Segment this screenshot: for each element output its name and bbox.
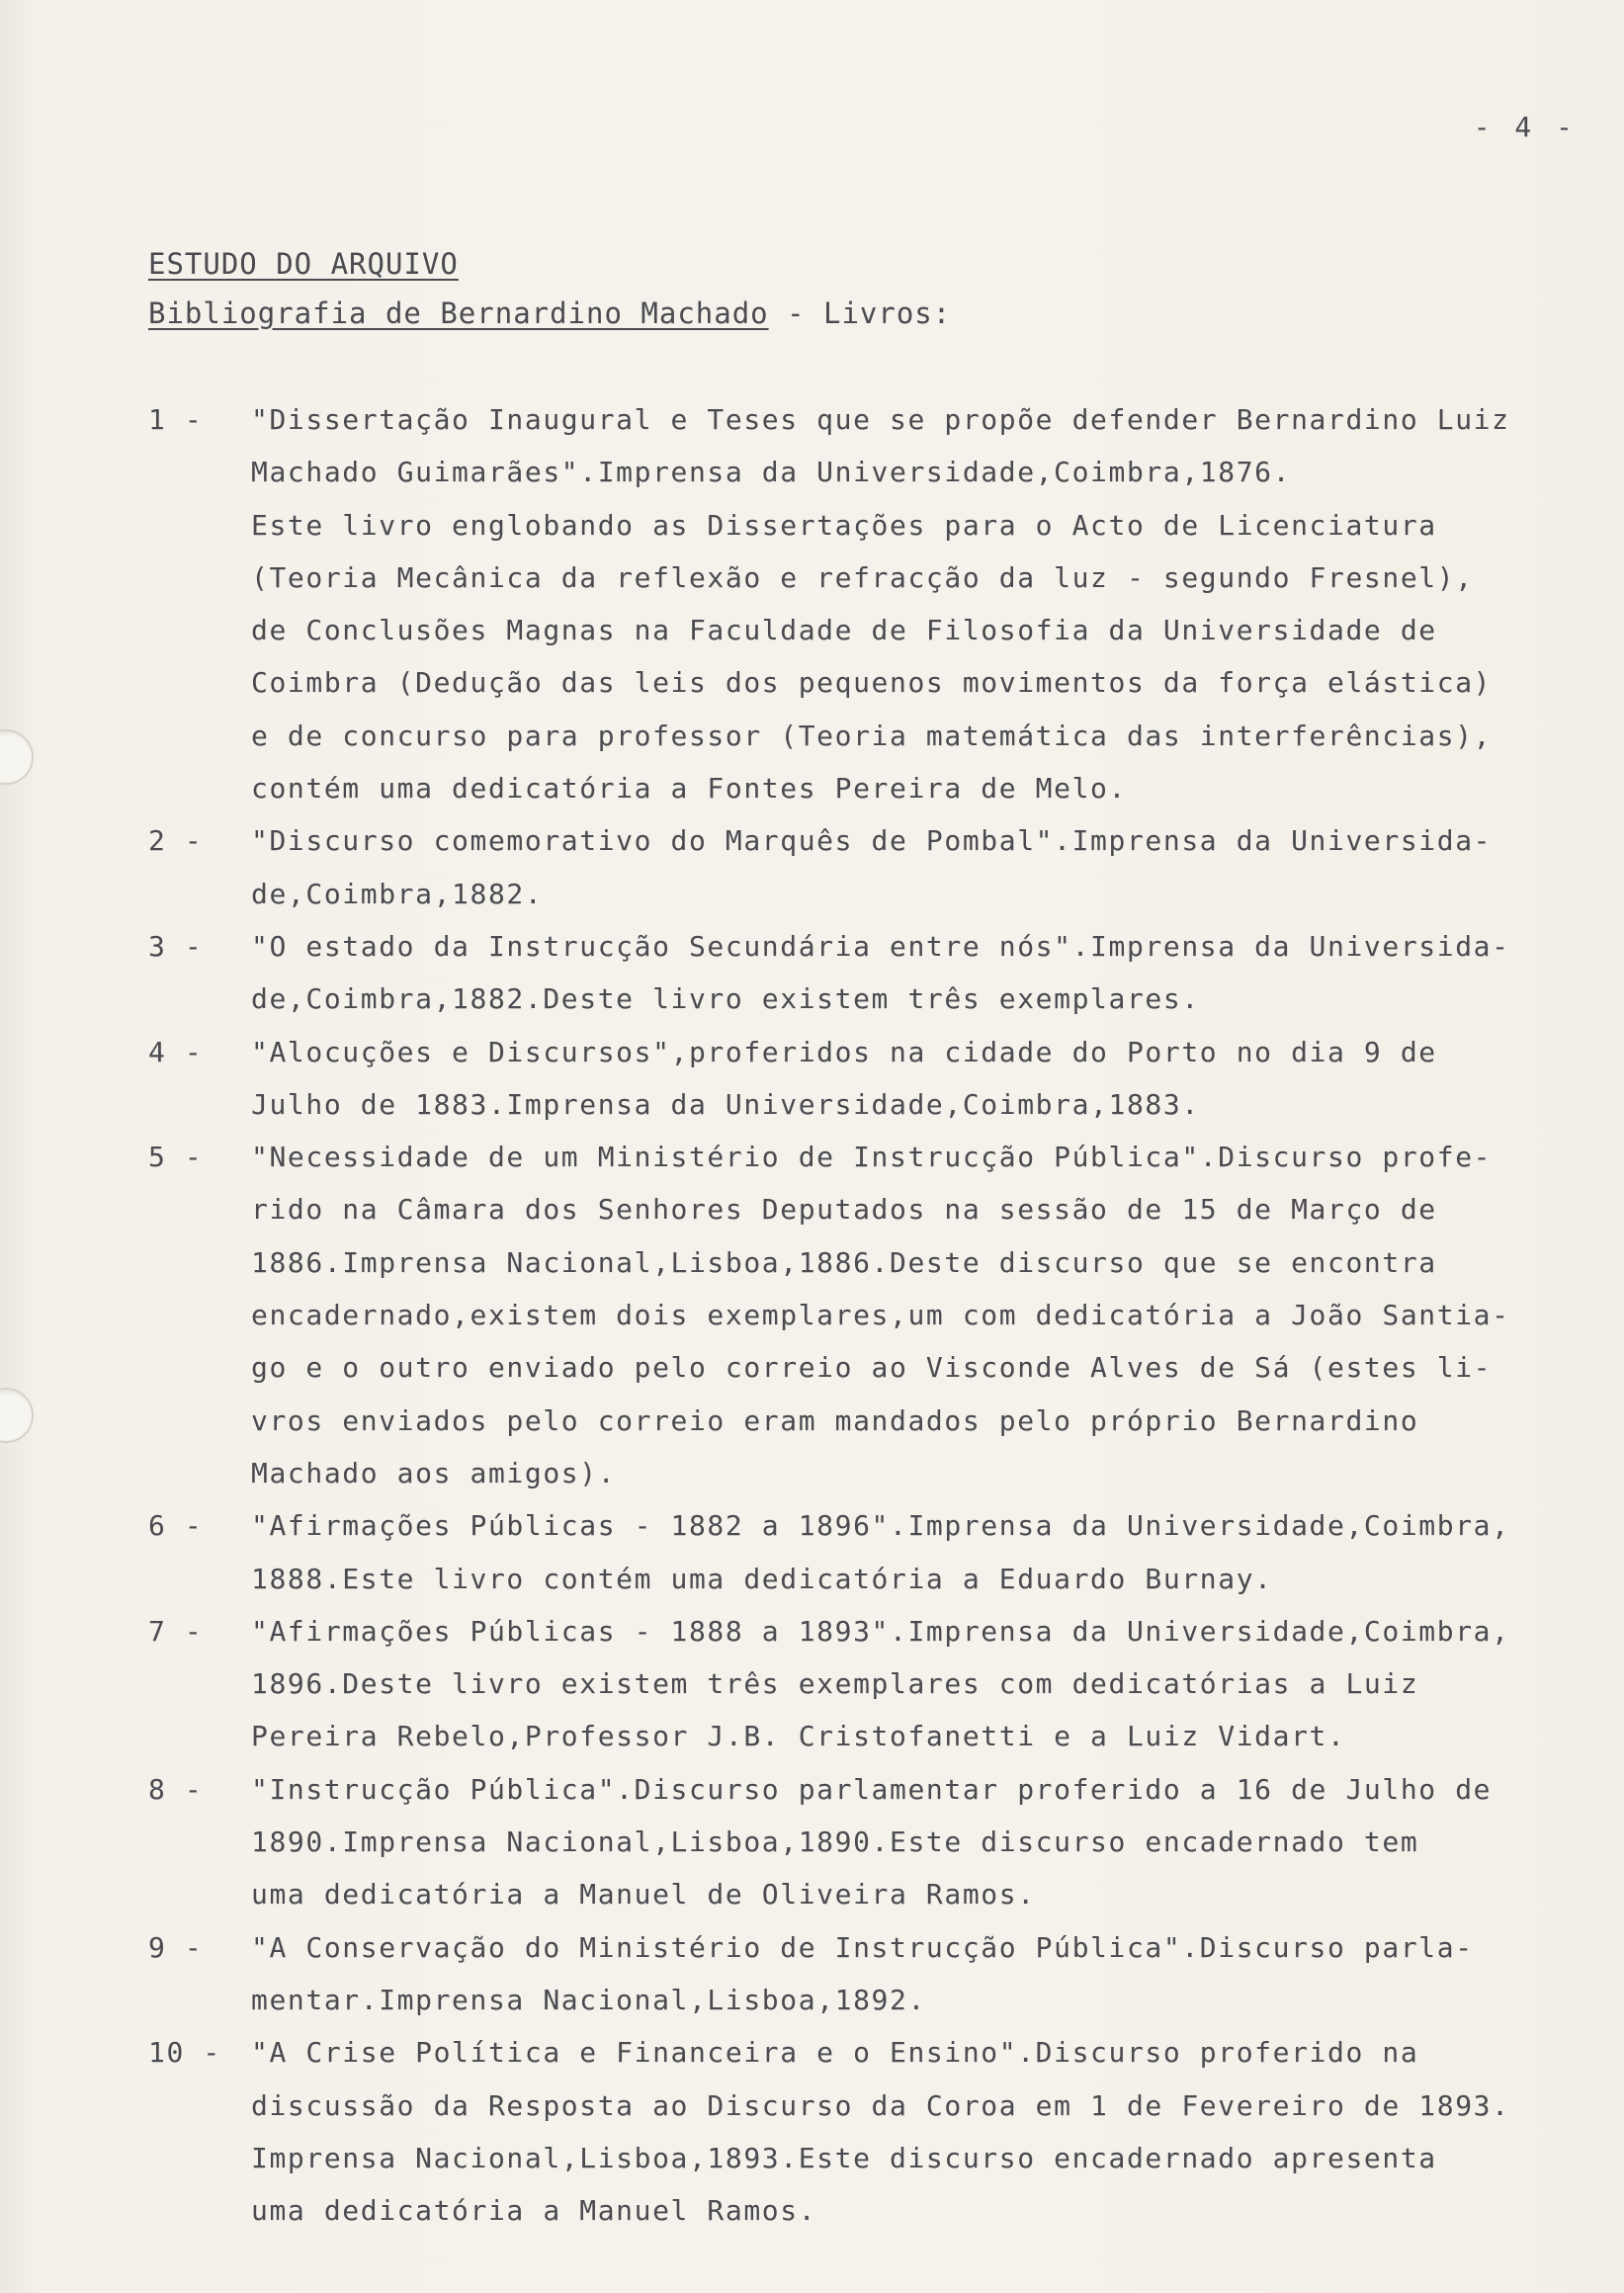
entry-line: vros enviados pelo correio eram mandados pelo próprio Bernardino [251, 1403, 1419, 1437]
bibliography-entry [148, 1131, 1601, 1499]
bibliography-entry [148, 1763, 1601, 1921]
entry-line: go e o outro enviado pelo correio ao Visconde Alves de Sá (estes li- [251, 1351, 1493, 1385]
entry-line: 1890.Imprensa Nacional,Lisboa,1890.Este discurso encadernado tem [251, 1826, 1419, 1859]
entry-number: 7 - [148, 1614, 204, 1648]
bibliography-entry [148, 2026, 1601, 2237]
entry-line: 1888.Este livro contém uma dedicatória a Eduardo Burnay. [251, 1562, 1273, 1595]
entry-number: 1 - [148, 403, 204, 436]
subtitle-underlined: Bibliografia de Bernardino Machado [148, 297, 769, 330]
entry-line: uma dedicatória a Manuel de Oliveira Ramos. [251, 1878, 1036, 1911]
entry-line: de,Coimbra,1882. [251, 877, 544, 910]
bibliography-entry [148, 1921, 1601, 2027]
bibliography-entry [148, 1026, 1601, 1132]
entry-line: de Conclusões Magnas na Faculdade de Filosofia da Universidade de [251, 614, 1437, 647]
entry-number: 6 - [148, 1509, 204, 1543]
entry-number: 3 - [148, 929, 204, 963]
entry-line: "Instrucção Pública".Discurso parlamentar proferido a 16 de Julho de [251, 1772, 1493, 1806]
entry-line: 1886.Imprensa Nacional,Lisboa,1886.Deste discurso que se encontra [251, 1245, 1437, 1279]
punch-hole-top [0, 729, 34, 785]
bibliography-entry [148, 393, 1601, 814]
entry-line: "Alocuções e Discursos",proferidos na cidade do Porto no dia 9 de [251, 1035, 1437, 1068]
entry-line: "A Crise Política e Financeira e o Ensino".Discurso proferido na [251, 2036, 1419, 2070]
entry-line: encadernado,existem dois exemplares,um com dedicatória a João Santia- [251, 1299, 1510, 1332]
entry-line: "Afirmações Públicas - 1882 a 1896".Imprensa da Universidade,Coimbra, [251, 1509, 1510, 1543]
entry-line: Julho de 1883.Imprensa da Universidade,Coimbra,1883. [251, 1087, 1200, 1121]
entry-number: 5 - [148, 1141, 204, 1174]
punch-hole-bottom [0, 1388, 34, 1443]
entry-line: uma dedicatória a Manuel Ramos. [251, 2194, 817, 2228]
entry-line: Machado aos amigos). [251, 1456, 617, 1489]
entry-number: 8 - [148, 1772, 204, 1806]
page-number: - 4 - [1473, 111, 1577, 143]
bibliography-entry [148, 1605, 1601, 1763]
section-title [148, 247, 459, 281]
bibliography-entry [148, 1499, 1601, 1605]
entry-number: 9 - [148, 1930, 204, 1964]
entry-line: "A Conservação do Ministério de Instrucção Pública".Discurso parla- [251, 1930, 1474, 1964]
bibliography-entry [148, 814, 1601, 920]
entry-line: de,Coimbra,1882.Deste livro existem três exemplares. [251, 982, 1200, 1016]
entry-number: 4 - [148, 1035, 204, 1068]
bibliography-subtitle [148, 297, 951, 330]
entry-line: (Teoria Mecânica da reflexão e refracção da luz - segundo Fresnel), [251, 560, 1474, 594]
bibliography-list [148, 393, 1601, 2237]
entry-line: Este livro englobando as Dissertações para o Acto de Licenciatura [251, 508, 1437, 542]
entry-line: "Afirmações Públicas - 1888 a 1893".Imprensa da Universidade,Coimbra, [251, 1614, 1510, 1648]
subtitle-rest: - Livros: [768, 297, 952, 330]
entry-line: rido na Câmara dos Senhores Deputados na sessão de 15 de Março de [251, 1193, 1437, 1227]
entry-number: 10 - [148, 2036, 221, 2070]
entry-line: "O estado da Instrucção Secundária entre nós".Imprensa da Universida- [251, 929, 1510, 963]
entry-line: 1896.Deste livro existem três exemplares com dedicatórias a Luiz [251, 1667, 1419, 1701]
section-title-text: ESTUDO DO ARQUIVO [148, 247, 459, 281]
entry-line: "Dissertação Inaugural e Teses que se propõe defender Bernardino Luiz [251, 403, 1510, 436]
entry-line: contém uma dedicatória a Fontes Pereira de Melo. [251, 772, 1127, 806]
entry-line: "Necessidade de um Ministério de Instrucção Pública".Discurso profe- [251, 1141, 1493, 1174]
entry-line: Coimbra (Dedução das leis dos pequenos movimentos da força elástica) [251, 666, 1493, 700]
entry-line: Imprensa Nacional,Lisboa,1893.Este discurso encadernado apresenta [251, 2141, 1437, 2174]
entry-line: Machado Guimarães".Imprensa da Universidade,Coimbra,1876. [251, 456, 1292, 489]
entry-line: discussão da Resposta ao Discurso da Coroa em 1 de Fevereiro de 1893. [251, 2088, 1510, 2122]
entry-line: Pereira Rebelo,Professor J.B. Cristofanetti e a Luiz Vidart. [251, 1720, 1346, 1753]
entry-line: e de concurso para professor (Teoria matemática das interferências), [251, 719, 1493, 752]
entry-number: 2 - [148, 824, 204, 858]
bibliography-entry [148, 920, 1601, 1026]
entry-line: mentar.Imprensa Nacional,Lisboa,1892. [251, 1983, 926, 2016]
entry-line: "Discurso comemorativo do Marquês de Pombal".Imprensa da Universida- [251, 824, 1493, 858]
